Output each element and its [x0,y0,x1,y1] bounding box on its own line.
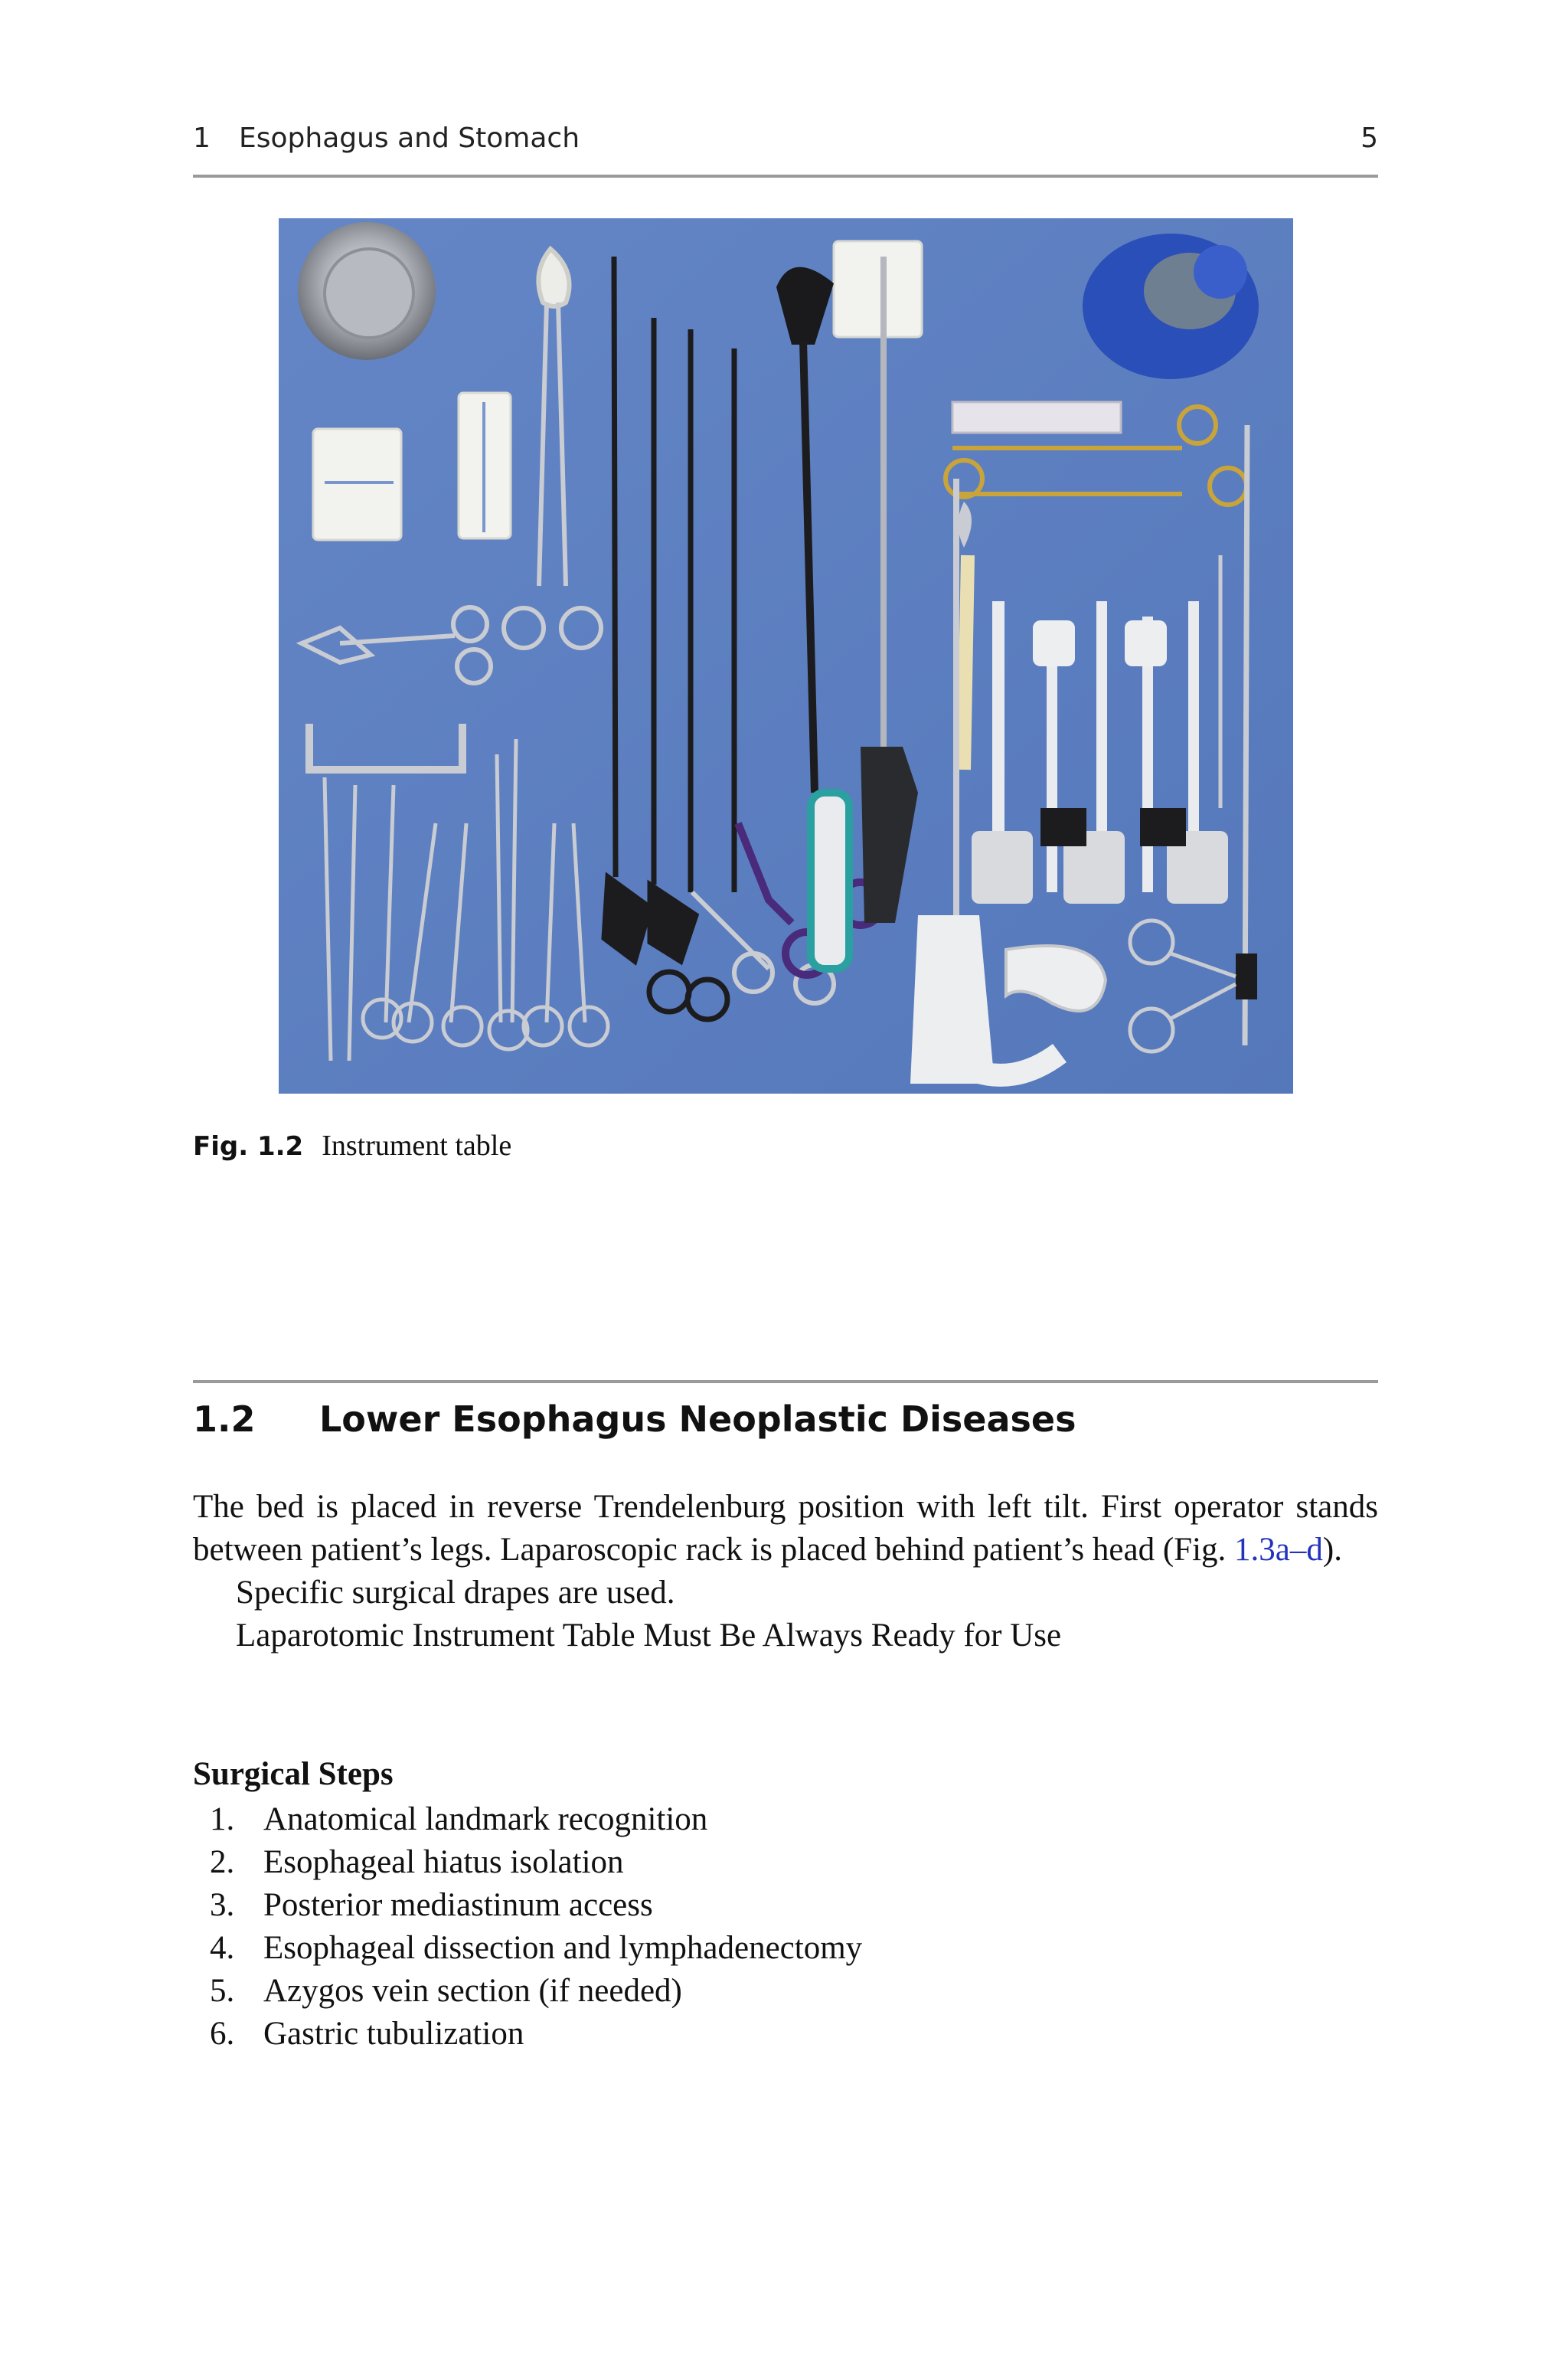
chapter-title: Esophagus and Stomach [239,123,580,154]
list-item [193,1970,862,2013]
list-item-text: Esophageal hiatus isolation [263,1844,624,1880]
veress-needle [1245,425,1247,1045]
figure-caption [193,1129,511,1163]
list-item [193,2013,862,2056]
suture-packet [952,402,1121,433]
section-divider [193,1380,1378,1383]
section-number: 1.2 [193,1398,256,1440]
section-title: Lower Esophagus Neoplastic Diseases [319,1398,1076,1440]
list-item-number: 4. [210,1930,235,1966]
paragraph-positioning-text: The bed is placed in reverse Trendelenburg position with left tilt. First operator stands between patient’s legs. Laparoscopic rack is placed behind patient’s head (Fig. [193,1489,1378,1568]
list-item [193,1841,862,1884]
list-item-text: Anatomical landmark recognition [263,1801,708,1837]
paragraph-positioning-end: ). [1322,1532,1342,1568]
list-item-text: Esophageal dissection and lymphadenectomy [263,1930,863,1966]
section-heading [193,1398,1076,1440]
list-item [193,1798,862,1841]
paragraph-positioning [193,1486,1378,1572]
body-text [193,1486,1378,1657]
figure-label: Fig. 1.2 [193,1131,304,1162]
list-item-text: Posterior mediastinum access [263,1887,653,1923]
list-item-number: 2. [210,1844,235,1880]
chapter-number: 1 [193,123,211,154]
list-item-text: Gastric tubulization [263,2016,524,2052]
list-item [193,1884,862,1927]
list-item-number: 6. [210,2016,235,2052]
figure-caption-text: Instrument table [322,1130,512,1162]
instrument-table-photo [279,218,1293,1094]
page-number: 5 [1361,123,1378,154]
paragraph-drapes: Specific surgical drapes are used. [236,1575,675,1611]
list-item-number: 3. [210,1887,235,1923]
list-item-number: 1. [210,1801,235,1837]
steel-bowl [298,222,436,360]
list-item [193,1927,862,1970]
figure-reference-link[interactable]: 1.3a–d [1234,1532,1323,1568]
list-item-text: Azygos vein section (if needed) [263,1973,682,2009]
paragraph-instrument-table: Laparotomic Instrument Table Must Be Always Ready for Use [236,1617,1062,1653]
running-head [193,121,1378,178]
surgical-steps-heading: Surgical Steps [193,1756,394,1792]
blue-container [1083,234,1259,379]
surgical-steps-list [193,1798,862,2056]
list-item-number: 5. [210,1973,235,2009]
